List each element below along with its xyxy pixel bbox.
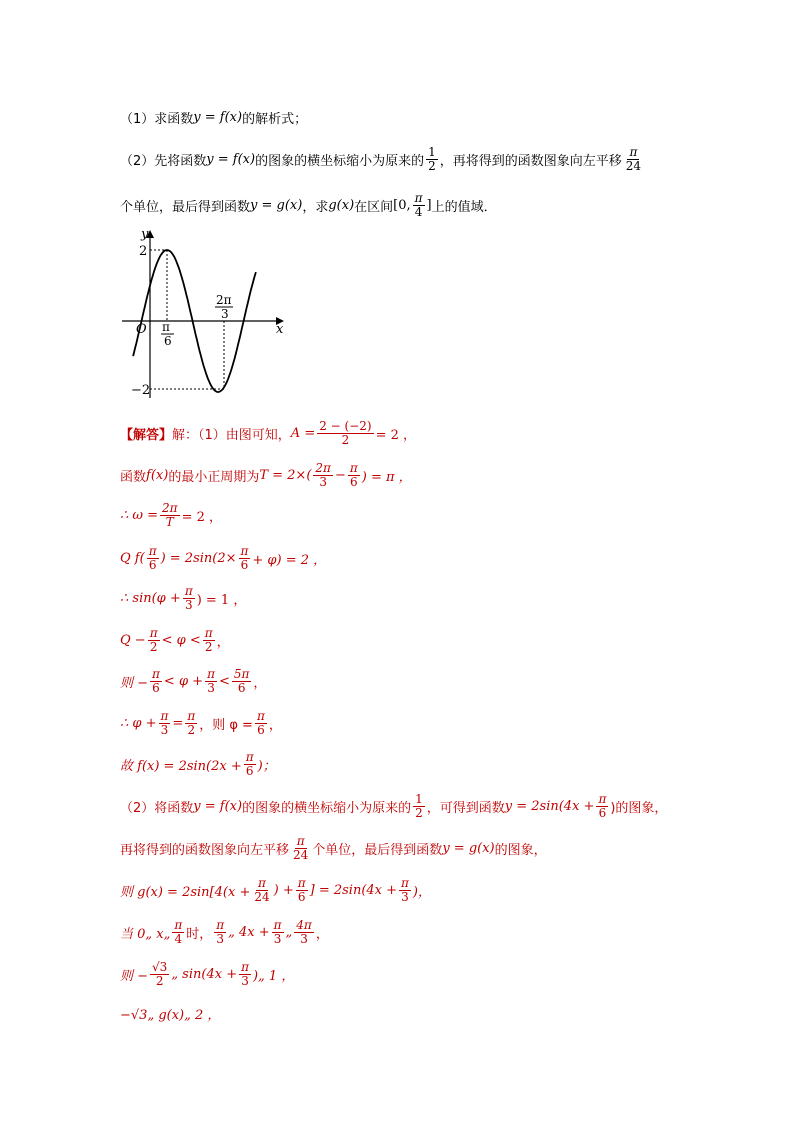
solution-line-1	[120, 420, 416, 447]
equation: −	[334, 468, 346, 483]
equation: ) = 1 ，	[196, 593, 247, 608]
fraction: $\frac{\pi}{3}$	[401, 876, 409, 904]
text: 再将得到的函数图象向左平移	[120, 843, 290, 858]
fraction: $\frac{\pi}{3}$	[241, 960, 249, 988]
fraction: $\frac{\pi}{24}$	[293, 834, 309, 862]
equation: y = g(x)	[250, 198, 303, 213]
equation: )„ 1 ，	[252, 969, 295, 984]
equation: T = 2×(	[259, 468, 312, 483]
fraction: $\frac{\pi}{3}$	[216, 918, 225, 946]
y-max-label: 2	[139, 244, 148, 259]
solution-line-6	[120, 627, 230, 654]
fraction: $\frac{\pi}{24}$	[625, 145, 642, 173]
equation: + φ) = 2 ，	[252, 553, 327, 568]
equation: < φ +	[163, 674, 204, 689]
text: （1）求函数	[120, 112, 194, 127]
fraction: $\frac{\pi}{24}$	[254, 876, 270, 904]
equation: y = f(x)	[193, 110, 243, 125]
sine-graph	[115, 222, 295, 402]
y-min-label: −2	[131, 383, 151, 398]
y-axis-label: y	[141, 227, 149, 242]
solution-line-7	[120, 668, 266, 695]
equation: 则 −	[120, 676, 149, 691]
equation: = 2 ，	[375, 428, 417, 443]
equation: „ sin(4x +	[171, 967, 238, 982]
equation: Q −	[120, 633, 146, 648]
equation: = 2 ，	[181, 510, 222, 525]
text: ，	[315, 927, 329, 942]
equation: ) = 2sin(2×	[160, 551, 237, 566]
text: )的图象，	[610, 801, 668, 816]
fraction: $\frac{\pi}{6}$	[349, 461, 358, 489]
equation: g(x)	[328, 198, 355, 213]
fraction: $\frac{\pi}{2}$	[204, 626, 213, 654]
text: 的图象的横坐标缩小为原来的	[242, 801, 412, 816]
text: 的解析式；	[242, 112, 308, 127]
fraction: $\frac{1}{2}$	[428, 145, 436, 173]
text: 的图象，	[494, 843, 547, 858]
fraction: $\frac{\pi}{6}$	[240, 544, 249, 572]
equation: 则 g(x) = 2sin[4(x +	[120, 885, 251, 900]
solution-line-3	[120, 502, 222, 529]
solution-line-10	[120, 793, 667, 820]
fraction: $\frac{\pi}{6}$	[152, 667, 160, 695]
fraction: $\frac{1}{2}$	[415, 792, 423, 820]
equation: [0,	[393, 198, 411, 213]
fraction: $\frac{\pi}{3}$	[207, 667, 215, 695]
equation: 当 0„ x„	[120, 927, 171, 942]
fraction: $\frac{2\pi}{T}$	[162, 501, 178, 529]
equation: „	[285, 925, 293, 940]
question-part-1	[120, 108, 307, 127]
text: 解：（1）由图可知，	[172, 428, 291, 443]
question-part-2	[120, 146, 645, 173]
text: 函数	[120, 470, 147, 485]
solution-line-12	[120, 877, 431, 904]
equation: y = f(x)	[206, 152, 256, 167]
fraction: $\frac{5\pi}{6}$	[233, 667, 250, 695]
equation: )；	[257, 759, 276, 774]
text: 个单位，最后得到函数	[120, 200, 251, 215]
fraction: $\frac{\pi}{3}$	[273, 918, 282, 946]
tick-pi6-num: π	[162, 320, 170, 334]
equation: −√3„ g(x)„ 2 ，	[120, 1008, 221, 1023]
fraction: $\frac{\pi}{6}$	[148, 544, 157, 572]
solution-line-9	[120, 751, 276, 778]
equation: =	[172, 716, 184, 731]
text: 的最小正周期为	[168, 470, 260, 485]
equation: y = g(x)	[442, 841, 495, 856]
text: （2）先将函数	[120, 154, 207, 169]
solution-line-14	[120, 961, 294, 988]
tick-2pi3-den: 3	[221, 307, 229, 321]
text: ，	[253, 676, 267, 691]
equation: f(x)	[146, 468, 169, 483]
text: 个单位，最后得到函数	[312, 843, 443, 858]
text: ，	[268, 718, 282, 733]
equation: Q f(	[120, 551, 145, 566]
text: 上的值域．	[431, 200, 497, 215]
fraction: $\frac{\pi}{4}$	[174, 918, 183, 946]
equation: y = f(x)	[193, 799, 243, 814]
equation: < φ <	[161, 633, 201, 648]
text: ，则 φ =	[199, 718, 253, 733]
text: ，求	[302, 200, 329, 215]
text: （2）将函数	[120, 801, 194, 816]
fraction: $\frac{\pi}{6}$	[245, 750, 254, 778]
fraction: $\frac{4\pi}{3}$	[296, 918, 312, 946]
solution-line-8	[120, 710, 282, 737]
text: 的图象的横坐标缩小为原来的	[255, 154, 425, 169]
text: ，可得到函数	[426, 801, 505, 816]
equation: ]	[426, 198, 432, 213]
fraction: $\frac{√3}{2}$	[152, 960, 168, 988]
fraction: $\frac{\pi}{2}$	[187, 709, 196, 737]
equation: ∴ ω =	[120, 508, 159, 523]
question-part-2-cont	[120, 192, 497, 219]
tick-pi6-den: 6	[164, 334, 172, 348]
solution-tag: 【解答】	[120, 428, 173, 443]
equation: 故 f(x) = 2sin(2x +	[120, 759, 242, 774]
fraction: $\frac{\pi}{6}$	[598, 792, 607, 820]
solution-line-11	[120, 835, 547, 862]
equation: 则 −	[120, 969, 149, 984]
equation: „ 4x +	[228, 925, 270, 940]
equation: ) = π ，	[361, 470, 412, 485]
fraction: $\frac{\pi}{6}$	[297, 876, 306, 904]
equation: y = 2sin(4x +	[504, 799, 595, 814]
fraction: $\frac{\pi}{6}$	[256, 709, 265, 737]
fraction: $\frac{\pi}{2}$	[149, 626, 158, 654]
tick-2pi3-num: 2π	[216, 293, 232, 307]
text: 在区间	[354, 200, 394, 215]
equation: ∴ φ +	[120, 716, 157, 731]
x-axis-label: x	[276, 322, 284, 337]
solution-line-13	[120, 919, 329, 946]
equation: ] = 2sin(4x +	[309, 883, 398, 898]
equation: )，	[412, 885, 431, 900]
origin-label: O	[136, 322, 147, 337]
equation: A =	[290, 426, 316, 441]
fraction: $\frac{\pi}{3}$	[184, 584, 193, 612]
fraction: $\frac{\pi}{3}$	[160, 709, 169, 737]
text: 时，	[186, 927, 213, 942]
fraction: $\frac{2\pi}{3}$	[315, 461, 331, 489]
text: ，	[216, 635, 230, 650]
fraction: $\frac{2 - (-2)}{2}$	[319, 419, 372, 447]
equation: <	[218, 674, 230, 689]
fraction: $\frac{\pi}{4}$	[414, 191, 423, 219]
solution-line-15	[120, 1004, 220, 1023]
equation: ) +	[273, 883, 294, 898]
solution-line-5	[120, 585, 246, 612]
solution-line-2	[120, 462, 412, 489]
solution-line-4	[120, 545, 326, 572]
text: ，再将得到的函数图象向左平移	[439, 154, 622, 169]
equation: ∴ sin(φ +	[120, 591, 181, 606]
